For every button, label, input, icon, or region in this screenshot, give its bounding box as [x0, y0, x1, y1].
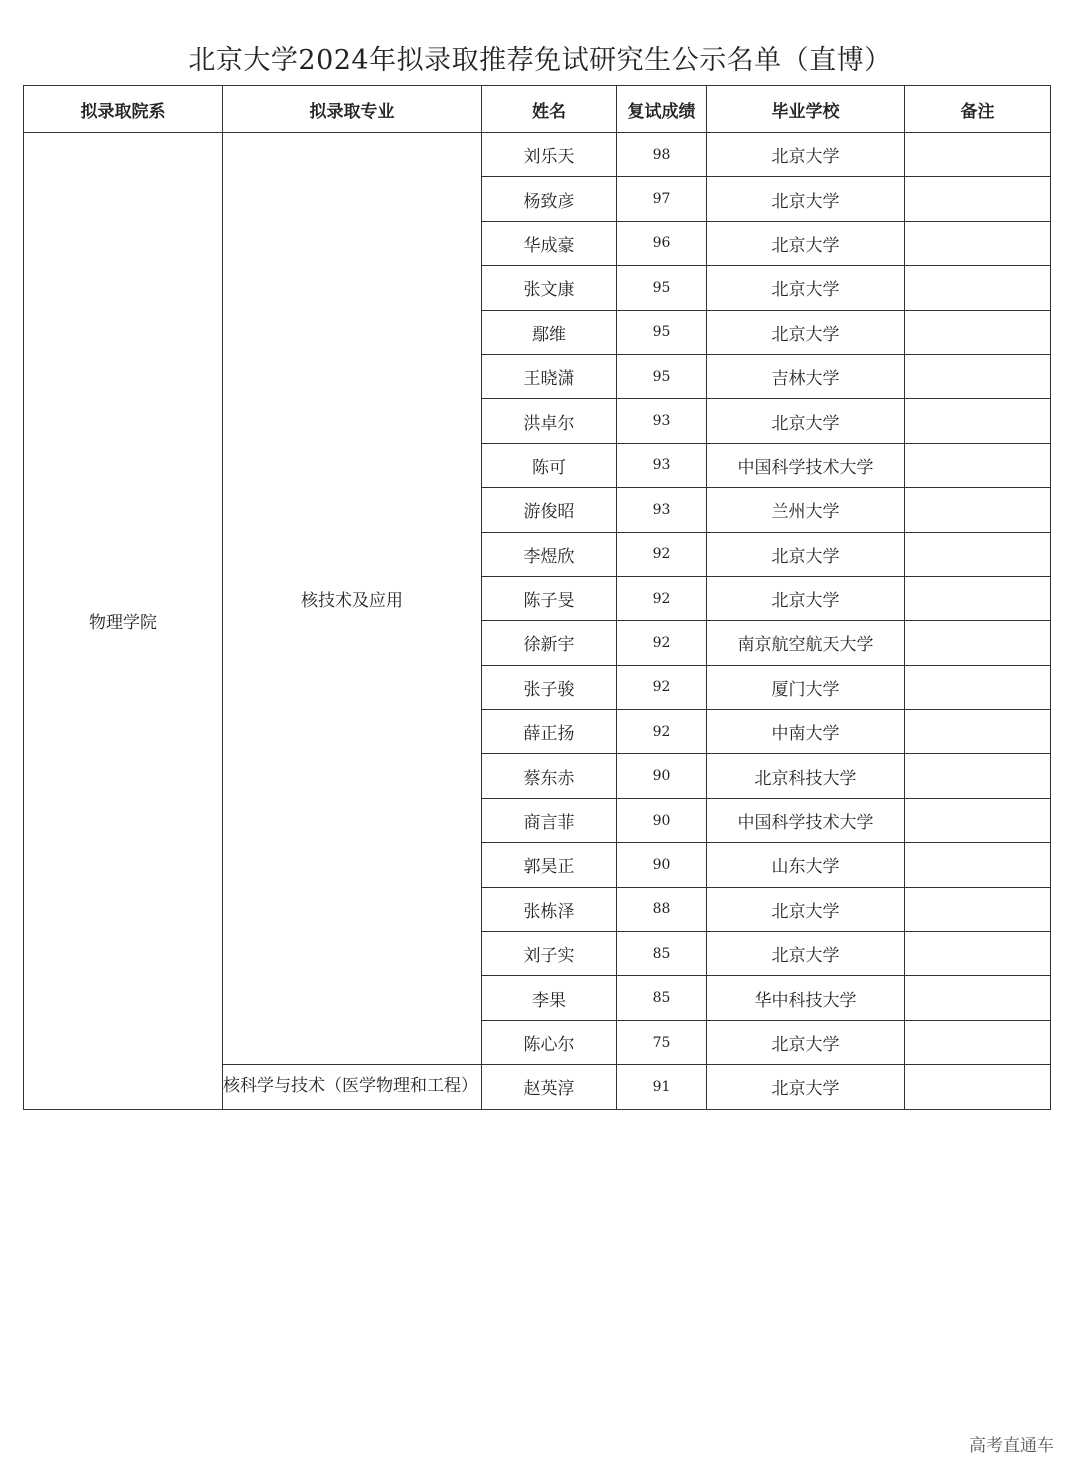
- score-cell: 90: [617, 754, 707, 798]
- school-cell: 北京大学: [707, 576, 905, 620]
- student-name: 华成豪: [482, 221, 617, 265]
- score-cell: 75: [617, 1020, 707, 1064]
- table-row: [24, 133, 1051, 177]
- school-cell: 中国科学技术大学: [707, 798, 905, 842]
- score-cell: 93: [617, 443, 707, 487]
- school-cell: 华中科技大学: [707, 976, 905, 1020]
- score-cell: 92: [617, 710, 707, 754]
- student-name: 洪卓尔: [482, 399, 617, 443]
- admission-table: [23, 85, 1051, 1110]
- score-cell: 93: [617, 488, 707, 532]
- score-cell: 85: [617, 932, 707, 976]
- note-cell: [905, 932, 1051, 976]
- note-cell: [905, 443, 1051, 487]
- major-cell: 核技术及应用: [223, 133, 482, 1065]
- note-cell: [905, 665, 1051, 709]
- header-department: 拟录取院系: [24, 86, 223, 133]
- score-cell: 95: [617, 354, 707, 398]
- header-note: 备注: [905, 86, 1051, 133]
- school-cell: 北京大学: [707, 266, 905, 310]
- school-cell: 兰州大学: [707, 488, 905, 532]
- student-name: 商言菲: [482, 798, 617, 842]
- score-cell: 91: [617, 1065, 707, 1109]
- student-name: 杨致彦: [482, 177, 617, 221]
- note-cell: [905, 1065, 1051, 1109]
- note-cell: [905, 221, 1051, 265]
- note-cell: [905, 532, 1051, 576]
- score-cell: 93: [617, 399, 707, 443]
- note-cell: [905, 843, 1051, 887]
- note-cell: [905, 576, 1051, 620]
- note-cell: [905, 310, 1051, 354]
- student-name: 李果: [482, 976, 617, 1020]
- student-name: 郭昊正: [482, 843, 617, 887]
- school-cell: 北京大学: [707, 399, 905, 443]
- student-name: 赵英淳: [482, 1065, 617, 1109]
- major-cell: 核科学与技术（医学物理和工程）: [223, 1065, 482, 1109]
- school-cell: 北京大学: [707, 1065, 905, 1109]
- school-cell: 北京大学: [707, 532, 905, 576]
- school-cell: 吉林大学: [707, 354, 905, 398]
- student-name: 张文康: [482, 266, 617, 310]
- score-cell: 92: [617, 621, 707, 665]
- department-cell: 物理学院: [24, 133, 223, 1110]
- student-name: 鄢维: [482, 310, 617, 354]
- score-cell: 95: [617, 266, 707, 310]
- school-cell: 山东大学: [707, 843, 905, 887]
- school-cell: 北京大学: [707, 177, 905, 221]
- header-major: 拟录取专业: [223, 86, 482, 133]
- student-name: 刘乐天: [482, 133, 617, 177]
- score-cell: 96: [617, 221, 707, 265]
- school-cell: 北京科技大学: [707, 754, 905, 798]
- header-name: 姓名: [482, 86, 617, 133]
- student-name: 张子骏: [482, 665, 617, 709]
- student-name: 蔡东赤: [482, 754, 617, 798]
- student-name: 徐新宇: [482, 621, 617, 665]
- student-name: 薛正扬: [482, 710, 617, 754]
- header-score: 复试成绩: [617, 86, 707, 133]
- score-cell: 88: [617, 887, 707, 931]
- note-cell: [905, 1020, 1051, 1064]
- student-name: 陈子旻: [482, 576, 617, 620]
- school-cell: 南京航空航天大学: [707, 621, 905, 665]
- score-cell: 90: [617, 798, 707, 842]
- student-name: 王晓潇: [482, 354, 617, 398]
- note-cell: [905, 621, 1051, 665]
- student-name: 刘子实: [482, 932, 617, 976]
- note-cell: [905, 798, 1051, 842]
- score-cell: 92: [617, 576, 707, 620]
- student-name: 李煜欣: [482, 532, 617, 576]
- school-cell: 中国科学技术大学: [707, 443, 905, 487]
- note-cell: [905, 177, 1051, 221]
- school-cell: 北京大学: [707, 133, 905, 177]
- header-row: [24, 86, 1051, 133]
- school-cell: 厦门大学: [707, 665, 905, 709]
- note-cell: [905, 488, 1051, 532]
- header-school: 毕业学校: [707, 86, 905, 133]
- note-cell: [905, 976, 1051, 1020]
- note-cell: [905, 266, 1051, 310]
- score-cell: 95: [617, 310, 707, 354]
- score-cell: 92: [617, 665, 707, 709]
- page-title: 北京大学2024年拟录取推荐免试研究生公示名单（直博）: [188, 45, 892, 76]
- score-cell: 90: [617, 843, 707, 887]
- score-cell: 85: [617, 976, 707, 1020]
- student-name: 陈可: [482, 443, 617, 487]
- score-cell: 98: [617, 133, 707, 177]
- watermark: 高考直通车: [969, 1436, 1054, 1456]
- school-cell: 中南大学: [707, 710, 905, 754]
- note-cell: [905, 710, 1051, 754]
- note-cell: [905, 354, 1051, 398]
- student-name: 陈心尔: [482, 1020, 617, 1064]
- note-cell: [905, 133, 1051, 177]
- score-cell: 92: [617, 532, 707, 576]
- student-name: 游俊昭: [482, 488, 617, 532]
- school-cell: 北京大学: [707, 887, 905, 931]
- score-cell: 97: [617, 177, 707, 221]
- note-cell: [905, 399, 1051, 443]
- school-cell: 北京大学: [707, 310, 905, 354]
- student-name: 张栋泽: [482, 887, 617, 931]
- note-cell: [905, 754, 1051, 798]
- school-cell: 北京大学: [707, 1020, 905, 1064]
- note-cell: [905, 887, 1051, 931]
- school-cell: 北京大学: [707, 932, 905, 976]
- school-cell: 北京大学: [707, 221, 905, 265]
